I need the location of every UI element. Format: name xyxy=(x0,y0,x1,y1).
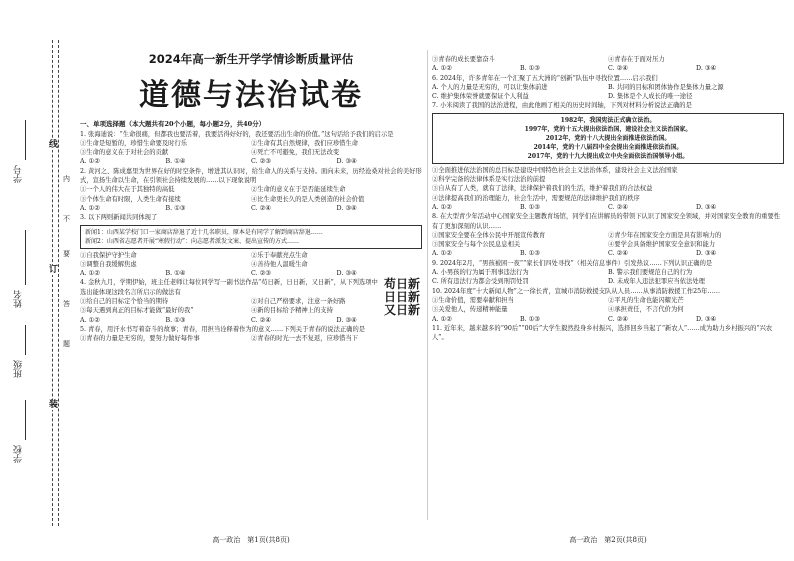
question-2 xyxy=(80,167,422,213)
option: ④青春在于面对压力 xyxy=(608,56,665,63)
binding-word: 装 xyxy=(49,400,59,410)
question-5 xyxy=(80,325,422,344)
option: ②对自己严格要求，注意一条好路 xyxy=(251,298,346,306)
choice: B. ①③ xyxy=(520,315,540,323)
option: ①生命是短暂的，珍惜生命要及时行乐 xyxy=(80,139,188,147)
choice: A. ①② xyxy=(80,316,100,324)
option: ①一个人的伟大在于其独特的高低 xyxy=(80,186,175,194)
binding-word: 线 xyxy=(49,140,59,150)
option: ④要学会具备维护国家安全意识和能力 xyxy=(608,241,716,249)
option: ②科学完备的法律体系是实行法治的前提 xyxy=(432,176,546,184)
option: ①国家安全要在全体公民中开展宣传教育 xyxy=(432,231,546,239)
name-line[interactable] xyxy=(25,230,26,285)
option: A. 个人的力量是无穷的，可以让集体前进 xyxy=(432,83,548,91)
question-7 xyxy=(432,101,784,212)
choice: B. ①③ xyxy=(520,250,540,258)
choice: A. ①② xyxy=(432,203,452,211)
option: ③每天遇到真正的目标才能做“最好的我” xyxy=(80,307,194,315)
class-label: 班级 xyxy=(14,360,24,378)
option: ④死亡不可避免，我们无法改变 xyxy=(251,149,340,157)
option: ①青春的力量是无穷的，要努力做好每件事 xyxy=(80,335,200,343)
binding-note: 要 xyxy=(63,250,70,258)
question-stem: 6. 2024年，许多青年在一个汇聚了五大洲的“创新”队伍中寻找位置……启示我们 xyxy=(432,74,658,82)
student-id-line[interactable] xyxy=(25,120,26,160)
binding-note: 答 xyxy=(63,300,70,308)
option: C. 所有违法行为都会受到刑罚处罚 xyxy=(432,278,529,286)
binding-dashed-line xyxy=(58,40,59,526)
class-line[interactable] xyxy=(25,325,26,355)
binding-word: 订 xyxy=(49,265,59,275)
choice: D. ③④ xyxy=(336,158,357,166)
choice: D. ③④ xyxy=(696,65,717,73)
choice: A. ①② xyxy=(432,315,452,323)
choice: B. ①③ xyxy=(165,316,186,324)
choice: B. ①④ xyxy=(165,158,186,166)
option: D. 集体是个人成长的唯一途径 xyxy=(608,93,693,101)
choice: B. ①④ xyxy=(165,270,186,278)
question-9 xyxy=(432,259,784,287)
choice: C. ②③ xyxy=(251,270,271,278)
choice: C. ②④ xyxy=(251,204,271,212)
question-stem: 10. 2024年度“十大新闻人物”之一徐长青，宣城市消防救援支队从人员……从事消防救援工作25年…… xyxy=(432,287,721,295)
choice: D. ③④ xyxy=(696,315,717,323)
timeline-entry: 2017年，党的十九大提出成立中央全面依法治国领导小组。 xyxy=(527,152,689,160)
option: ②生命有其自然规律，我们应珍惜生命 xyxy=(251,139,359,147)
section-heading: 一、单项选择题（本大题共有20个小题，每小题2分，共40分） xyxy=(80,120,266,129)
choice: A. ①② xyxy=(80,270,100,278)
exam-subject: 道德与法治试卷 xyxy=(139,78,363,114)
page-footer: 高一政治 第2页(共8页) xyxy=(569,535,647,544)
option: ③调整自我缓解焦虑 xyxy=(80,260,137,268)
option: ③自从有了人类，就有了法律，法律保护着我们的生活，维护着我们的合法权益 xyxy=(432,185,653,193)
option: ①给自己的目标定个恰当的期待 xyxy=(80,298,169,306)
question-stem: 7. 小米阅读了我国的法治进程，由此他画了相关的历史时间轴，下列对材料分析说法正确的是 xyxy=(432,102,692,110)
page-1 xyxy=(80,0,422,561)
choice: A. ①② xyxy=(432,250,452,258)
option: A. 小男孩的行为属于刑事违法行为 xyxy=(432,269,529,277)
choice: D. ③④ xyxy=(696,203,717,211)
choice: D. ③④ xyxy=(336,270,357,278)
choice: B. ①③ xyxy=(520,203,540,211)
choice: A. ①② xyxy=(432,65,452,73)
question-stem: 2. 黄河之、陈成嘉里为世界在好的时空条件，增进其认识时，给生命人的关系与支持。面向未来，历经沧桑对社会的美好形式，宣扬生命以生命，在引领社会持续发展的……以下现象说明 xyxy=(80,167,422,185)
option: ②平凡的生命也能闪耀光芒 xyxy=(608,296,684,304)
question-stem: 1. 张海迪说：“生命很痛，但都我也要活着，我要活得好好的，我还要活出生命的价值。”这句话给予我们的启示是 xyxy=(80,130,394,138)
news-box: 新闻1：山西某学校门口一家商店辞退了近十几名职员，原本是有同学了解到商店辞退…… 新闻2：山西省志愿者开展“寒假行动”：向志愿者派发文案、提出宣传的方式…… xyxy=(80,225,422,249)
choice: C. ②④ xyxy=(608,65,628,73)
column-divider xyxy=(427,50,428,520)
question-5-continued xyxy=(432,55,784,74)
choice: B. ①③ xyxy=(165,204,186,212)
question-3 xyxy=(80,213,422,278)
binding-note: 内 xyxy=(63,175,70,183)
option: C. 维护集体荣誉就要保证个人利益 xyxy=(432,93,529,101)
option: ②生命的意义在于是否能延续生命 xyxy=(251,186,346,194)
binding-note: 不 xyxy=(63,215,70,223)
page-2 xyxy=(432,0,784,561)
question-8 xyxy=(432,212,784,258)
option: B. 共同的目标和团体协作是集体力量之源 xyxy=(608,83,724,91)
name-label: 姓名 xyxy=(14,290,24,308)
question-10 xyxy=(432,287,784,324)
question-stem: 9. 2024年2月，“男孩被困一夜”“家长们四处寻找”（相关信息事件）引发热议……下列认识正确的是 xyxy=(432,259,713,267)
choice: C. ②④ xyxy=(251,316,271,324)
choice: A. ①② xyxy=(80,158,100,166)
choice: C. ②④ xyxy=(608,203,628,211)
question-stem: 5. 青春，用汗水书写着奋斗的故事；青春，用担当诠释着作为的意义……下列关于青春的说法正确的是 xyxy=(80,325,366,333)
question-11 xyxy=(432,324,784,343)
choice: C. ②④ xyxy=(608,250,628,258)
option: ④新的目标给予精神上的支持 xyxy=(251,307,333,315)
option: ④承担责任，不言代价为何 xyxy=(608,306,684,314)
option: D. 未成年人违法犯罪应当依法处理 xyxy=(608,278,705,286)
school-label: 学校 xyxy=(14,445,24,463)
binding-note: 题 xyxy=(63,340,70,348)
question-1 xyxy=(80,130,422,167)
option: ①自我保护守护生命 xyxy=(80,251,137,259)
binding-dashed-line xyxy=(52,40,53,526)
timeline-entry: 1982年，我国宪法正式确立法治。 xyxy=(560,116,656,124)
option: ④比生命更长久的是人类创造的社会价值 xyxy=(251,195,365,203)
choice: D. ③④ xyxy=(696,250,717,258)
option: ③国家安全与每个公民息息相关 xyxy=(432,241,521,249)
timeline-entry: 2012年，党的十八大提出全面推进依法治国。 xyxy=(545,134,671,142)
question-stem: 3. 以下两则新闻共同体现了 xyxy=(80,214,158,222)
timeline-entry: 1997年，党的十五大提出依法治国，建设社会主义法治国家。 xyxy=(524,125,692,133)
choice: C. ②④ xyxy=(608,315,628,323)
school-line[interactable] xyxy=(25,400,26,440)
question-stem: 4. 金秋九月，学期伊始，班主任老师让每位同学写一副书法作品“苟日新，日日新，又日新”，从下列选项中选出能体现这段名言所启示的做法有 xyxy=(80,279,378,296)
choice: B. ①③ xyxy=(520,65,540,73)
option: ③生命的意义在于对社会的贡献 xyxy=(80,149,169,157)
option: ②青春的时光一去不复返，应珍惜当下 xyxy=(251,335,359,343)
option: ③个体生命有时限，人类生命有接续 xyxy=(80,195,181,203)
question-stem: 11. 近年来，越来越多的“90后”“00后”大学生毅然投身乡村振兴，选择回乡当起了“新农人”……成为助力乡村振兴的“兴农人”。 xyxy=(432,324,773,342)
question-stem: 8. 在大型青少年活动中心国家安全主题教育场馆，同学们在讲解员的带领下认识了国家安全领域，并对国家安全教育的重要性有了更加深刻的认识…… xyxy=(432,213,781,230)
option: ③青春的成长要靠奋斗 xyxy=(432,56,495,63)
question-6 xyxy=(432,74,784,102)
option: B. 警示我们要规范自己的行为 xyxy=(608,269,693,277)
option: ②乐于奉献亮点生命 xyxy=(251,251,308,259)
option: ①全面推进依法治国的总目标是建设中国特色社会主义法治体系，建设社会主义法治国家 xyxy=(432,166,678,174)
page-footer: 高一政治 第1页(共8页) xyxy=(212,535,290,544)
student-id-label: 学号 xyxy=(14,165,24,183)
option: ①生命价值，需要奉献和担当 xyxy=(432,296,514,304)
choice: D. ③④ xyxy=(336,204,357,212)
exam-title: 2024年高一新生开学学情诊断质量评估 xyxy=(148,52,354,66)
binding-margin xyxy=(0,0,78,561)
option: ④善待他人温暖生命 xyxy=(251,260,308,268)
option: ③关爱他人，传递精神能量 xyxy=(432,306,508,314)
option: ②青少年在国家安全方面是具有影响力的 xyxy=(608,231,722,239)
choice: D. ③④ xyxy=(336,316,357,324)
calligraphy-image: 苟日新 日日新 又日新 xyxy=(383,277,420,318)
timeline-box xyxy=(432,113,784,164)
choice: A. ①② xyxy=(80,204,100,212)
option: ④法律提高我们的治理能力，社会生活中，需要规范的法律维护我们的秩序 xyxy=(432,194,640,202)
question-4 xyxy=(80,278,422,324)
choice: C. ②③ xyxy=(251,158,271,166)
timeline-entry: 2014年，党的十八届四中全会提出全面推进依法治国。 xyxy=(533,143,683,151)
